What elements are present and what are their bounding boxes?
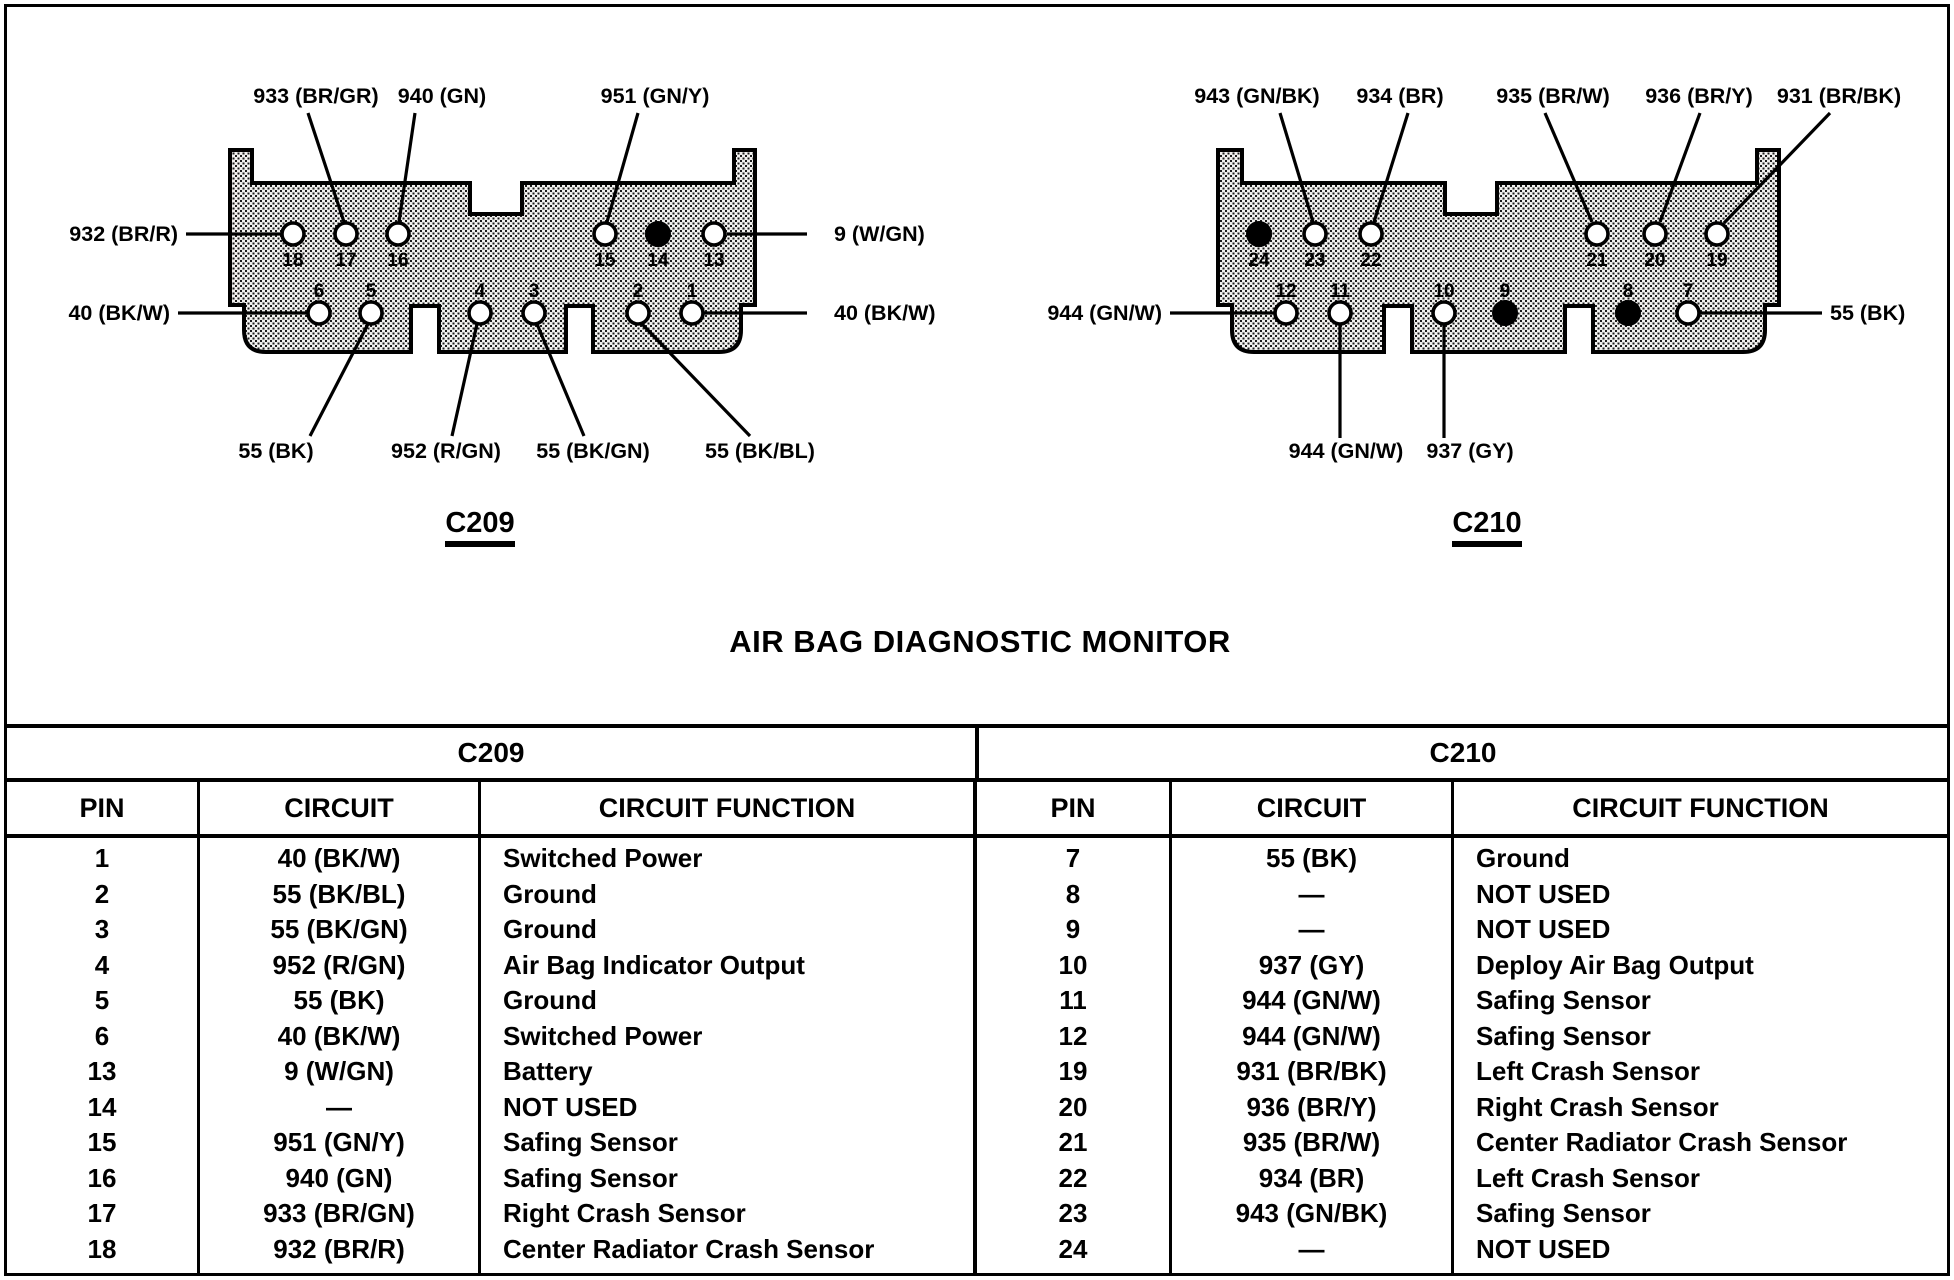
table-cell-circuit: —	[1298, 914, 1325, 944]
wire-label: 934 (BR)	[1356, 84, 1444, 108]
table-cell-func: NOT USED	[1476, 914, 1611, 944]
column-function	[481, 838, 977, 1273]
pin-number: 22	[1360, 250, 1382, 271]
table-cell-func: Safing Sensor	[1476, 1198, 1651, 1228]
pin-number: 14	[647, 250, 669, 271]
table-body-c210	[977, 838, 1947, 1273]
table-cell-pin: 10	[1058, 949, 1088, 980]
table-cell-func: Safing Sensor	[1476, 1020, 1651, 1051]
connector-c209	[68, 84, 935, 463]
wire-label: 9 (W/GN)	[834, 222, 925, 246]
header-function-left: CIRCUIT FUNCTION	[481, 782, 977, 834]
pin-C209-5	[360, 302, 382, 324]
header-circuit-right: CIRCUIT	[1172, 782, 1454, 834]
table-cell-func: Ground	[503, 878, 597, 909]
table-cell-func: Right Crash Sensor	[503, 1198, 746, 1228]
table-cell-func: Center Radiator Crash Sensor	[1476, 1127, 1848, 1157]
wire-label: 944 (GN/W)	[1047, 301, 1162, 325]
column-pin	[977, 838, 1172, 1273]
column-function	[1454, 838, 1947, 1273]
pin-number: 9	[1499, 281, 1511, 302]
pin-C210-21	[1586, 223, 1608, 245]
table-cell-pin: 9	[1065, 914, 1081, 944]
table-cell-circuit: 933 (BR/GN)	[263, 1198, 415, 1228]
header-circuit-left: CIRCUIT	[200, 782, 481, 834]
pin-number: 7	[1682, 281, 1694, 302]
column-pin	[7, 838, 200, 1273]
table-cell-func: Ground	[503, 914, 597, 944]
table-cell-pin: 23	[1058, 1198, 1088, 1228]
table-cell-pin: 19	[1058, 1056, 1088, 1086]
table-cell-func: NOT USED	[1476, 878, 1611, 909]
table-cell-func: Left Crash Sensor	[1476, 1162, 1700, 1193]
pin-C210-8	[1616, 301, 1641, 326]
table-cell-pin: 17	[87, 1198, 117, 1228]
table-cell-func: Safing Sensor	[1476, 985, 1651, 1015]
table-cell-circuit: 40 (BK/W)	[277, 1020, 401, 1051]
table-cell-circuit: 55 (BK/GN)	[270, 914, 408, 944]
table-cell-pin: 21	[1058, 1127, 1088, 1157]
pin-number: 2	[632, 281, 644, 302]
table-cell-func: Safing Sensor	[503, 1127, 678, 1157]
wire-label: 944 (GN/W)	[1288, 439, 1404, 463]
table-cell-circuit: 55 (BK)	[1265, 843, 1357, 873]
pin-C209-13	[703, 223, 725, 245]
pin-C209-1	[681, 302, 703, 324]
wire-label: 931 (BR/BK)	[1776, 84, 1902, 108]
pinout-table	[7, 724, 1947, 1273]
pin-number: 17	[335, 250, 357, 271]
header-pin-left: PIN	[7, 782, 200, 834]
table-cell-circuit: 55 (BK/BL)	[272, 878, 406, 909]
table-cell-func: Safing Sensor	[503, 1162, 678, 1193]
connector-c209-body	[230, 150, 755, 352]
table-cell-pin: 2	[94, 878, 110, 909]
pin-C210-20	[1644, 223, 1666, 245]
table-cell-circuit: 9 (W/GN)	[284, 1056, 394, 1086]
pin-number: 18	[282, 250, 304, 271]
wire-label: 55 (BK)	[1830, 301, 1906, 325]
wire-label: 943 (GN/BK)	[1194, 84, 1320, 108]
table-cell-pin: 12	[1058, 1020, 1088, 1051]
table-cell-pin: 6	[94, 1020, 110, 1051]
pin-C210-9	[1493, 301, 1518, 326]
table-cell-circuit: 934 (BR)	[1258, 1162, 1365, 1193]
table-cell-circuit: 935 (BR/W)	[1242, 1127, 1381, 1157]
pin-number: 1	[686, 281, 698, 302]
wire-label: 935 (BR/W)	[1496, 84, 1610, 108]
connector-c210	[1047, 84, 1905, 463]
table-cell-circuit: 931 (BR/BK)	[1236, 1056, 1387, 1086]
pin-number: 8	[1622, 281, 1634, 302]
pin-C210-22	[1360, 223, 1382, 245]
table-title-c210: C210	[1429, 737, 1497, 768]
table-cell-pin: 8	[1065, 878, 1081, 909]
table-cell-circuit: 944 (GN/W)	[1242, 985, 1381, 1015]
pin-number: 4	[474, 281, 486, 302]
table-connector-band	[7, 728, 1947, 782]
table-cell-circuit: —	[1298, 1233, 1325, 1264]
pin-C210-19	[1706, 223, 1728, 245]
pin-C209-18	[282, 223, 304, 245]
table-cell-circuit: 951 (GN/Y)	[273, 1127, 405, 1157]
table-cell-pin: 16	[87, 1162, 117, 1193]
table-cell-circuit: 40 (BK/W)	[277, 843, 401, 873]
table-cell-pin: 3	[94, 914, 110, 944]
table-cell-pin: 11	[1059, 985, 1087, 1015]
pin-C209-2	[627, 302, 649, 324]
table-cell-func: Right Crash Sensor	[1476, 1091, 1719, 1122]
pin-C210-12	[1275, 302, 1297, 324]
column-circuit	[1172, 838, 1454, 1273]
table-cell-pin: 20	[1058, 1091, 1088, 1122]
table-cell-func: Center Radiator Crash Sensor	[503, 1233, 875, 1264]
table-cell-circuit: 943 (GN/BK)	[1235, 1198, 1388, 1228]
pin-number: 16	[387, 250, 409, 271]
table-cell-circuit: 940 (GN)	[285, 1162, 393, 1193]
header-function-right: CIRCUIT FUNCTION	[1572, 793, 1829, 823]
table-cell-pin: 1	[94, 843, 110, 873]
pin-C210-11	[1329, 302, 1351, 324]
wire-label: 40 (BK/W)	[68, 301, 170, 325]
pin-number: 15	[594, 250, 616, 271]
table-cell-circuit: 937 (GY)	[1258, 949, 1365, 980]
wire-label: 40 (BK/W)	[834, 301, 936, 325]
wire-label: 55 (BK)	[238, 439, 314, 463]
wire-label: 951 (GN/Y)	[600, 84, 710, 108]
table-cell-circuit: 936 (BR/Y)	[1246, 1091, 1377, 1122]
column-circuit	[200, 838, 481, 1273]
table-cell-func: Switched Power	[503, 843, 703, 873]
connector-title-c209: C209	[445, 507, 515, 539]
table-cell-func: Ground	[503, 985, 597, 1015]
header-pin-right: PIN	[977, 782, 1172, 834]
table-cell-func: NOT USED	[1476, 1233, 1611, 1264]
table-cell-pin: 7	[1065, 843, 1081, 873]
table-cell-circuit: —	[1298, 878, 1325, 909]
table-cell-func: Battery	[503, 1056, 593, 1086]
table-cell-pin: 4	[94, 949, 110, 980]
pin-number: 6	[313, 281, 325, 302]
wire-label: 937 (GY)	[1426, 439, 1514, 463]
table-cell-func: Deploy Air Bag Output	[1476, 949, 1754, 980]
page-title: AIR BAG DIAGNOSTIC MONITOR	[729, 624, 1231, 659]
pin-C210-23	[1304, 223, 1326, 245]
pin-C209-14	[646, 222, 671, 247]
wire-label: 952 (R/GN)	[391, 439, 501, 463]
table-body	[7, 838, 1947, 1273]
table-cell-circuit: 944 (GN/W)	[1242, 1020, 1381, 1051]
pin-C210-10	[1433, 302, 1455, 324]
table-cell-func: Air Bag Indicator Output	[503, 949, 805, 980]
pin-number: 21	[1586, 250, 1608, 271]
pin-C209-16	[387, 223, 409, 245]
wire-label: 940 (GN)	[397, 84, 487, 108]
table-cell-func: NOT USED	[503, 1091, 638, 1122]
wire-label: 55 (BK/GN)	[536, 439, 650, 463]
pin-number: 13	[703, 250, 725, 271]
pin-number: 20	[1644, 250, 1666, 271]
table-cell-pin: 22	[1058, 1162, 1088, 1193]
pin-number: 3	[528, 281, 540, 302]
pin-C209-6	[308, 302, 330, 324]
wire-label: 932 (BR/R)	[69, 222, 178, 246]
pin-C210-24	[1247, 222, 1272, 247]
pin-number: 19	[1706, 250, 1728, 271]
pin-number: 12	[1275, 281, 1297, 302]
pin-number: 23	[1304, 250, 1326, 271]
table-cell-pin: 13	[87, 1056, 117, 1086]
pin-C209-4	[469, 302, 491, 324]
table-cell-pin: 18	[87, 1233, 117, 1264]
pin-C209-3	[523, 302, 545, 324]
table-cell-func: Switched Power	[503, 1020, 703, 1051]
connector-title-c210: C210	[1452, 507, 1522, 539]
table-title-c209: C209	[7, 728, 979, 778]
pin-C209-15	[594, 223, 616, 245]
table-cell-func: Ground	[1476, 843, 1570, 873]
table-cell-func: Left Crash Sensor	[1476, 1056, 1700, 1086]
table-cell-circuit: 932 (BR/R)	[273, 1233, 405, 1264]
table-header-row	[7, 782, 1947, 838]
pin-number: 5	[365, 281, 377, 302]
wire-label: 55 (BK/BL)	[705, 439, 815, 463]
table-cell-circuit: 55 (BK)	[293, 985, 385, 1015]
pin-number: 11	[1329, 281, 1351, 302]
table-cell-circuit: 952 (R/GN)	[272, 949, 406, 980]
table-cell-pin: 24	[1058, 1233, 1088, 1264]
table-cell-pin: 15	[87, 1127, 117, 1157]
pin-C210-7	[1677, 302, 1699, 324]
pin-number: 24	[1248, 250, 1270, 271]
pin-C209-17	[335, 223, 357, 245]
wire-label: 936 (BR/Y)	[1645, 84, 1753, 108]
pin-number: 10	[1433, 281, 1455, 302]
table-cell-circuit: —	[326, 1091, 352, 1122]
table-cell-pin: 5	[94, 985, 110, 1015]
wire-label: 933 (BR/GR)	[253, 84, 379, 108]
table-body-c209	[7, 838, 977, 1273]
table-cell-pin: 14	[87, 1091, 117, 1122]
